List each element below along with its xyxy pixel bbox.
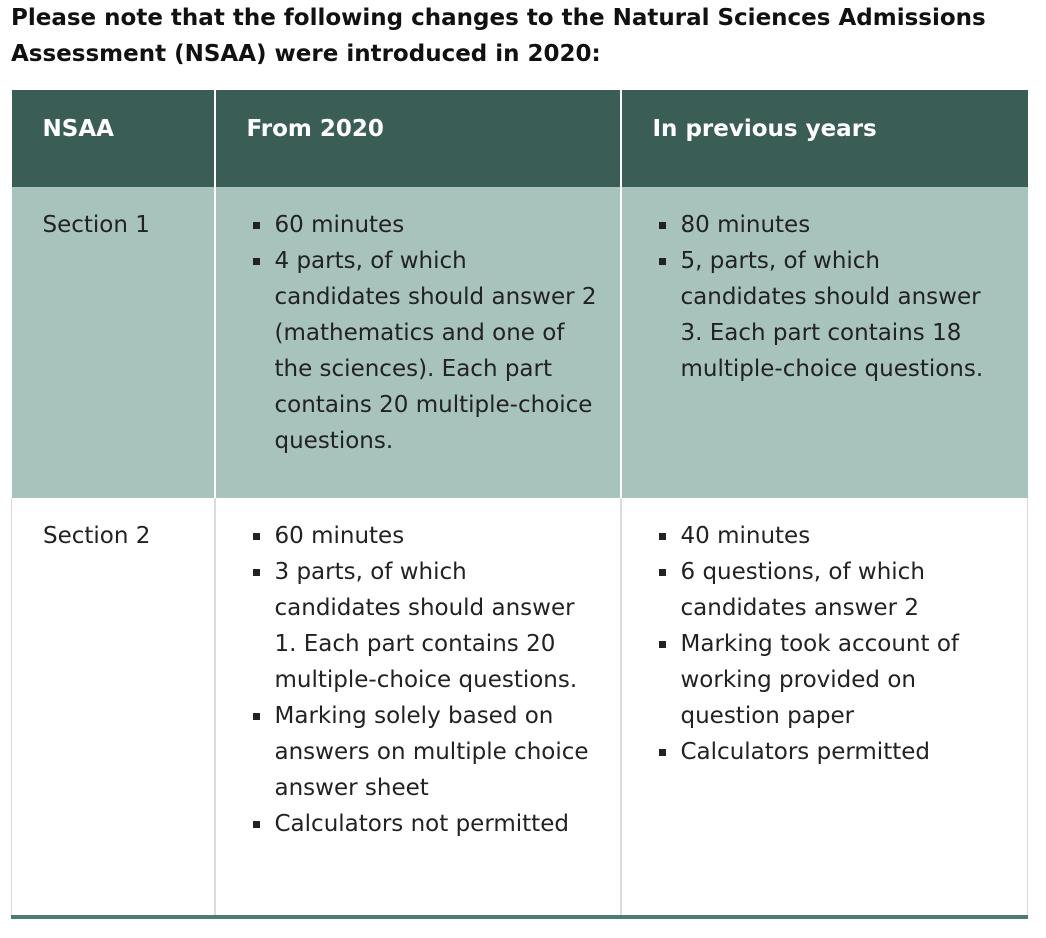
nsaa-changes-table [11,90,1028,919]
list-item: 3 parts, of which candidates should answer 1. Each part contains 20 multiple-choice questions. [250,554,600,698]
list-item: 60 minutes [250,518,600,554]
header-previous-years: In previous years [621,90,1028,187]
header-from-2020: From 2020 [215,90,621,187]
list-item: 6 questions, of which candidates answer 2 [656,554,1008,626]
table-row-section-1 [12,187,1028,498]
list-item: Calculators not permitted [250,806,600,842]
list-item: 40 minutes [656,518,1008,554]
section-1-from-2020-list [250,207,600,459]
section-1-previous-cell [621,187,1028,498]
list-item: Marking solely based on answers on multiple choice answer sheet [250,698,600,806]
header-nsaa: NSAA [12,90,215,187]
section-2-previous-cell [621,498,1028,917]
row-label-section-1: Section 1 [12,187,215,498]
table-row-section-2 [12,498,1028,917]
list-item: Marking took account of working provided on question paper [656,626,1008,734]
list-item: Calculators permitted [656,734,1008,770]
section-1-from-2020-cell [215,187,621,498]
list-item: 60 minutes [250,207,600,243]
list-item: 5, parts, of which candidates should answer 3. Each part contains 18 multiple-choice questions. [656,243,1008,387]
intro-line-1: Please note that the following changes to the Natural Sciences Admissions [11,5,986,31]
section-2-previous-list [656,518,1008,770]
list-item: 80 minutes [656,207,1008,243]
intro-text [11,0,1041,72]
list-item: 4 parts, of which candidates should answer 2 (mathematics and one of the sciences). Each part contains 20 multiple-choice questions. [250,243,600,459]
intro-line-2: Assessment (NSAA) were introduced in 2020: [11,41,601,67]
row-label-section-2: Section 2 [12,498,215,917]
table-header-row [12,90,1028,187]
section-2-from-2020-cell [215,498,621,917]
section-1-previous-list [656,207,1008,387]
section-2-from-2020-list [250,518,600,842]
